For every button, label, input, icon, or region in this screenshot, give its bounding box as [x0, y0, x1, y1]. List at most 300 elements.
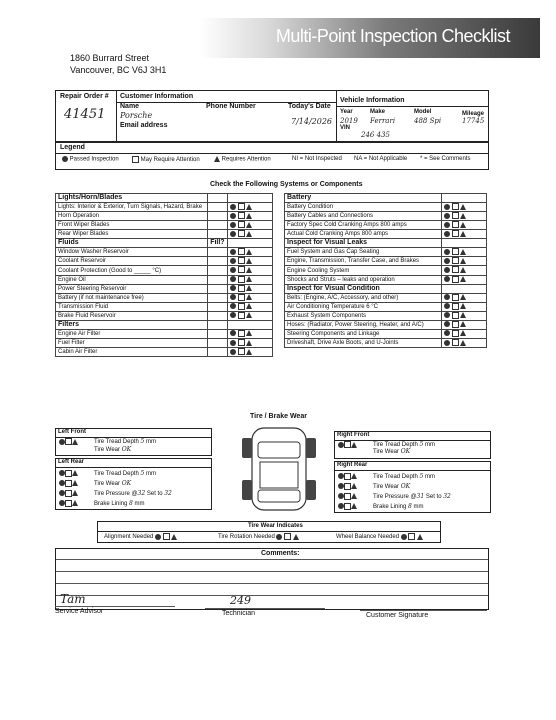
tire-status-icons: [59, 469, 78, 509]
required-triangle-icon[interactable]: [246, 213, 252, 219]
required-triangle-icon[interactable]: [460, 222, 466, 228]
fill-cell[interactable]: [208, 329, 228, 338]
required-triangle-icon[interactable]: [460, 276, 466, 282]
status-cell: [228, 284, 273, 293]
tire-box-right-front: [334, 431, 491, 459]
pass-circle-icon[interactable]: [230, 330, 236, 336]
comment-line: [56, 595, 488, 596]
tech-sig-line: [205, 608, 325, 609]
checklist-row: [285, 212, 487, 221]
pass-circle-icon[interactable]: [444, 312, 450, 318]
attention-square-icon[interactable]: [238, 221, 245, 228]
section-header: [56, 239, 273, 248]
section-header: [56, 194, 273, 203]
checklist-row: [285, 311, 487, 320]
pass-circle-icon[interactable]: [230, 303, 236, 309]
required-triangle-icon[interactable]: [460, 258, 466, 264]
section-title: Inspect for Visual Condition: [285, 284, 442, 293]
checklist-item: Battery (if not maintenance free): [56, 293, 208, 302]
mileage-label: Mileage: [462, 111, 485, 117]
wear-indicates-header: Tire Wear Indicates: [248, 523, 303, 529]
pass-circle-icon[interactable]: [444, 249, 450, 255]
required-triangle-icon[interactable]: [246, 258, 252, 264]
required-triangle-icon[interactable]: [460, 340, 466, 346]
attention-square-icon[interactable]: [238, 230, 245, 237]
check-heading: Check the Following Systems or Components: [210, 181, 363, 188]
vin-value: 246 435: [361, 131, 390, 139]
pass-circle-icon[interactable]: [444, 330, 450, 336]
alignment-text: Alignment Needed: [104, 534, 154, 541]
fill-header: Fill?: [208, 239, 228, 248]
checklist-item: Coolant Reservoir: [56, 257, 208, 266]
divider: [336, 91, 337, 141]
may-require-square-icon: [132, 156, 139, 163]
required-triangle-icon[interactable]: [246, 276, 252, 282]
attention-square-icon[interactable]: [238, 294, 245, 301]
attention-square-icon[interactable]: [163, 533, 170, 540]
title-banner: [200, 18, 540, 58]
customer-info-label: Customer Information: [120, 93, 194, 100]
required-triangle-icon[interactable]: [460, 213, 466, 219]
mileage-value: 17745: [462, 117, 485, 125]
required-triangle-icon[interactable]: [351, 483, 357, 489]
fill-cell[interactable]: [208, 266, 228, 275]
attention-square-icon[interactable]: [238, 330, 245, 337]
tread-depth-label: Tire Tread Depth: [94, 471, 139, 477]
empty-cell: [442, 194, 487, 203]
attention-square-icon[interactable]: [344, 483, 351, 490]
comments-box[interactable]: [55, 548, 489, 610]
attention-square-icon[interactable]: [452, 266, 459, 273]
checklist-row: [285, 329, 487, 338]
attention-square-icon[interactable]: [65, 490, 72, 497]
checklist-item: Exhaust System Components: [285, 311, 442, 320]
attention-square-icon[interactable]: [238, 303, 245, 310]
required-triangle-icon[interactable]: [72, 490, 78, 496]
required-triangle-icon[interactable]: [246, 303, 252, 309]
checklist-row: [56, 257, 273, 266]
required-triangle-icon[interactable]: [72, 439, 78, 445]
fill-cell[interactable]: [208, 284, 228, 293]
year-label: Year: [340, 109, 353, 115]
checklist-item: Air Conditioning Temperature 6 °C: [285, 302, 442, 311]
tire-wear-value[interactable]: OK: [400, 448, 411, 455]
tread-depth-value[interactable]: 5: [140, 470, 145, 477]
legend-requires: [214, 156, 271, 163]
required-triangle-icon[interactable]: [72, 470, 78, 476]
attention-square-icon[interactable]: [238, 248, 245, 255]
checklist-row: [56, 203, 273, 212]
wear-indicates-box: [97, 521, 441, 543]
brake-lining-value[interactable]: 8: [129, 500, 133, 507]
right-checklist: [284, 193, 487, 348]
pass-circle-icon[interactable]: [444, 276, 450, 282]
checklist-row: [56, 348, 273, 357]
attention-square-icon[interactable]: [65, 500, 72, 507]
attention-square-icon[interactable]: [452, 339, 459, 346]
tire-wear-value[interactable]: OK: [121, 446, 132, 453]
status-cell: [442, 329, 487, 338]
tire-box-label: Right Front: [337, 432, 370, 438]
pass-circle-icon[interactable]: [230, 267, 236, 273]
tread-depth-value[interactable]: 5: [419, 473, 424, 480]
pass-circle-icon[interactable]: [230, 222, 236, 228]
fill-cell[interactable]: [208, 311, 228, 320]
checklist-item: Cabin Air Filter: [56, 348, 208, 357]
pass-circle-icon[interactable]: [230, 258, 236, 264]
required-triangle-icon[interactable]: [460, 294, 466, 300]
attention-square-icon[interactable]: [238, 348, 245, 355]
mm-unit: mm: [413, 504, 424, 510]
tire-rows: [373, 472, 451, 512]
checklist-item: Lights: Interior & Exterior, Turn Signals, Hazard, Brake: [56, 203, 208, 212]
fill-cell[interactable]: [208, 257, 228, 266]
required-triangle-icon[interactable]: [351, 473, 357, 479]
fill-cell[interactable]: [208, 275, 228, 284]
status-cell: [442, 248, 487, 257]
model-value: 488 Spi: [414, 117, 442, 125]
tire-wear-row: [94, 479, 172, 489]
checklist-row: [56, 339, 273, 348]
checklist-row: [285, 221, 487, 230]
divider: [56, 467, 211, 468]
address-line-1: 1860 Burrard Street: [70, 53, 150, 63]
date-label: Today's Date: [288, 103, 331, 110]
tire-box-left-front: [55, 428, 212, 456]
required-triangle-icon[interactable]: [460, 249, 466, 255]
fill-cell[interactable]: [208, 230, 228, 239]
checklist-row: [56, 221, 273, 230]
required-triangle-icon[interactable]: [246, 330, 252, 336]
tire-wear-label: Tire Wear: [373, 449, 400, 455]
required-triangle-icon[interactable]: [72, 480, 78, 486]
status-cell: [442, 221, 487, 230]
required-triangle-icon[interactable]: [293, 534, 299, 540]
tire-wear-label: Tire Wear: [94, 481, 121, 487]
empty-cell: [208, 320, 228, 329]
set-to-label: Set to: [425, 494, 442, 500]
required-triangle-icon[interactable]: [460, 330, 466, 336]
attention-square-icon[interactable]: [344, 441, 351, 448]
tire-box-right-rear: [334, 461, 491, 513]
pass-circle-icon[interactable]: [444, 213, 450, 219]
checklist-item: Horn Operation: [56, 212, 208, 221]
empty-cell: [228, 320, 273, 329]
checklist-item: Brake Fluid Reservoir: [56, 311, 208, 320]
divider: [56, 153, 488, 154]
pass-circle-icon[interactable]: [230, 312, 236, 318]
pass-circle-icon[interactable]: [444, 222, 450, 228]
date-value: 7/14/2026: [291, 117, 333, 126]
dealer-address: [70, 52, 166, 76]
status-cell: [442, 230, 487, 239]
attention-square-icon[interactable]: [238, 257, 245, 264]
pass-circle-icon[interactable]: [230, 349, 236, 355]
required-triangle-icon[interactable]: [417, 534, 423, 540]
required-triangle-icon[interactable]: [246, 340, 252, 346]
fill-cell[interactable]: [208, 248, 228, 257]
required-triangle-icon[interactable]: [246, 312, 252, 318]
mm-unit: mm: [424, 442, 435, 448]
fill-cell[interactable]: [208, 212, 228, 221]
status-cell: [228, 302, 273, 311]
status-cell: [228, 221, 273, 230]
tire-pressure-value[interactable]: 32: [137, 490, 146, 497]
status-cell: [228, 248, 273, 257]
status-cell: [228, 275, 273, 284]
tread-depth-label: Tire Tread Depth: [373, 442, 418, 448]
tire-wear-row: [94, 446, 131, 454]
pass-circle-icon[interactable]: [230, 340, 236, 346]
required-triangle-icon[interactable]: [246, 285, 252, 291]
attention-square-icon[interactable]: [65, 438, 72, 445]
tire-status-icons: [59, 438, 78, 446]
mm-unit: mm: [145, 439, 156, 445]
checklist-row: [285, 339, 487, 348]
status-cell: [442, 212, 487, 221]
tire-pressure-label: Tire Pressure @: [373, 494, 417, 500]
required-triangle-icon[interactable]: [171, 534, 177, 540]
section-header: [285, 239, 487, 248]
pass-circle-icon[interactable]: [230, 294, 236, 300]
required-triangle-icon[interactable]: [246, 294, 252, 300]
status-cell: [228, 230, 273, 239]
section-title: Battery: [285, 194, 442, 203]
required-triangle-icon[interactable]: [460, 204, 466, 210]
tire-pressure-label: Tire Pressure @: [94, 491, 138, 497]
tread-depth-label: Tire Tread Depth: [373, 474, 418, 480]
required-triangle-icon[interactable]: [246, 204, 252, 210]
pass-circle-icon[interactable]: [230, 249, 236, 255]
checklist-item: Engine, Transmission, Transfer Case, and Brakes: [285, 257, 442, 266]
tire-heading: Tire / Brake Wear: [250, 413, 307, 420]
tire-wear-value[interactable]: OK: [121, 480, 132, 487]
order-info-box: [55, 90, 489, 142]
checklist-row: [56, 212, 273, 221]
vin-label: VIN: [340, 125, 351, 131]
attention-square-icon[interactable]: [452, 203, 459, 210]
checklist-item: Driveshaft, Drive Axle Boots, and U-Joints: [285, 339, 442, 348]
page-title: Multi-Point Inspection Checklist: [275, 26, 510, 46]
checklist-item: Hoses: (Radiator, Power Steering, Heater, and A/C): [285, 320, 442, 329]
required-triangle-icon[interactable]: [246, 222, 252, 228]
empty-cell: [228, 239, 273, 248]
set-to-value[interactable]: 32: [443, 493, 451, 500]
checklist-row: [285, 302, 487, 311]
section-title: Fluids: [56, 239, 208, 248]
legend-box: [55, 142, 489, 170]
attention-square-icon[interactable]: [238, 266, 245, 273]
brake-lining-label: Brake Lining: [94, 501, 128, 507]
pass-circle-icon[interactable]: [444, 267, 450, 273]
fill-cell[interactable]: [208, 221, 228, 230]
tread-depth-value[interactable]: 5: [140, 438, 145, 445]
attention-square-icon[interactable]: [452, 248, 459, 255]
brake-lining-label: Brake Lining: [373, 504, 407, 510]
pass-circle-icon[interactable]: [444, 204, 450, 210]
fill-cell[interactable]: [208, 302, 228, 311]
required-triangle-icon[interactable]: [246, 249, 252, 255]
checklist-item: Rear Wiper Blades: [56, 230, 208, 239]
checklist-row: [285, 230, 487, 239]
required-triangle-icon[interactable]: [246, 231, 252, 237]
tire-wear-row: [373, 482, 451, 492]
section-header: [56, 320, 273, 329]
rotation-text: Tire Rotation Needed: [218, 534, 275, 541]
attention-square-icon[interactable]: [452, 321, 459, 328]
status-cell: [442, 257, 487, 266]
comments-label: Comments:: [261, 550, 300, 557]
legend-see: * = See Comments: [420, 156, 471, 162]
alignment-needed: [104, 533, 177, 540]
required-triangle-icon[interactable]: [460, 312, 466, 318]
pass-circle-icon[interactable]: [276, 534, 282, 540]
attention-square-icon[interactable]: [284, 533, 291, 540]
attention-square-icon[interactable]: [452, 221, 459, 228]
pass-circle-icon[interactable]: [230, 231, 236, 237]
checklist-item: Power Steering Reservoir: [56, 284, 208, 293]
tire-wear-label: Tire Wear: [373, 484, 400, 490]
status-cell: [228, 257, 273, 266]
attention-square-icon[interactable]: [344, 503, 351, 510]
attention-square-icon[interactable]: [238, 203, 245, 210]
pass-circle-icon[interactable]: [155, 534, 161, 540]
tire-box-label: Right Rear: [337, 462, 368, 468]
required-triangle-icon[interactable]: [460, 321, 466, 327]
checklist-item: Front Wiper Blades: [56, 221, 208, 230]
attention-square-icon[interactable]: [452, 276, 459, 283]
required-triangle-icon[interactable]: [351, 442, 357, 448]
attention-square-icon[interactable]: [238, 276, 245, 283]
tire-pressure-row: [373, 492, 451, 502]
required-triangle-icon[interactable]: [351, 493, 357, 499]
attention-square-icon[interactable]: [238, 285, 245, 292]
mm-unit: mm: [145, 471, 156, 477]
checklist-item: Battery Condition: [285, 203, 442, 212]
repair-order-value: 41451: [64, 107, 106, 122]
tire-wear-value[interactable]: OK: [400, 483, 411, 490]
tread-depth-value[interactable]: 5: [419, 441, 424, 448]
section-header: [285, 284, 487, 293]
divider: [116, 91, 117, 141]
attention-square-icon[interactable]: [344, 493, 351, 500]
pass-circle-icon[interactable]: [444, 258, 450, 264]
attention-square-icon[interactable]: [344, 473, 351, 480]
customer-sig-line: [360, 610, 487, 611]
attention-square-icon[interactable]: [452, 303, 459, 310]
attention-square-icon[interactable]: [65, 470, 72, 477]
fill-cell[interactable]: [208, 348, 228, 357]
checklist-row: [56, 302, 273, 311]
legend-may-require: [132, 156, 200, 163]
pass-circle-icon[interactable]: [444, 321, 450, 327]
section-title: Inspect for Visual Leaks: [285, 239, 442, 248]
divider: [335, 470, 490, 471]
tire-status-icons: [338, 472, 357, 512]
divider: [336, 106, 488, 107]
tire-pressure-value[interactable]: 31: [416, 493, 425, 500]
required-triangle-icon[interactable]: [460, 231, 466, 237]
status-cell: [228, 311, 273, 320]
attention-square-icon[interactable]: [238, 339, 245, 346]
required-triangle-icon[interactable]: [460, 267, 466, 273]
pass-circle-icon[interactable]: [444, 294, 450, 300]
repair-order-label: Repair Order #: [60, 93, 109, 100]
make-value: Ferrari: [370, 117, 396, 125]
attention-square-icon[interactable]: [452, 330, 459, 337]
tread-depth-row: [94, 438, 156, 446]
status-cell: [228, 293, 273, 302]
attention-square-icon[interactable]: [408, 533, 415, 540]
pass-circle-icon[interactable]: [230, 276, 236, 282]
required-triangle-icon[interactable]: [72, 500, 78, 506]
comment-line: [56, 559, 488, 560]
checklist-row: [56, 275, 273, 284]
checklist-row: [56, 311, 273, 320]
attention-square-icon[interactable]: [65, 480, 72, 487]
customer-label: Customer Signature: [366, 612, 429, 619]
checklist-item: Transmission Fluid: [56, 302, 208, 311]
fill-cell[interactable]: [208, 203, 228, 212]
fill-cell[interactable]: [208, 293, 228, 302]
section-header: [285, 194, 487, 203]
mm-unit: mm: [134, 501, 145, 507]
checklist-item: Fuel System and Gas Cap Seating: [285, 248, 442, 257]
checklist-row: [285, 257, 487, 266]
status-cell: [442, 311, 487, 320]
pass-circle-icon[interactable]: [444, 231, 450, 237]
attention-square-icon[interactable]: [452, 230, 459, 237]
tread-depth-row: [94, 469, 172, 479]
pass-circle-icon[interactable]: [230, 213, 236, 219]
checklist-row: [56, 293, 273, 302]
fill-cell[interactable]: [208, 339, 228, 348]
divider: [98, 531, 440, 532]
brake-lining-value[interactable]: 8: [408, 503, 412, 510]
required-triangle-icon[interactable]: [246, 349, 252, 355]
checklist-row: [285, 275, 487, 284]
pass-circle-icon[interactable]: [444, 303, 450, 309]
empty-cell: [228, 194, 273, 203]
pass-circle-icon[interactable]: [230, 285, 236, 291]
pass-circle-icon[interactable]: [230, 204, 236, 210]
brake-lining-row: [94, 499, 172, 509]
attention-square-icon[interactable]: [452, 257, 459, 264]
attention-square-icon[interactable]: [238, 312, 245, 319]
checklist-item: Engine Air Filter: [56, 329, 208, 338]
tire-box-label: Left Rear: [58, 459, 85, 465]
attention-square-icon[interactable]: [452, 212, 459, 219]
checklist-item: Engine Oil: [56, 275, 208, 284]
status-cell: [228, 266, 273, 275]
required-triangle-icon[interactable]: [460, 303, 466, 309]
required-triangle-icon[interactable]: [351, 503, 357, 509]
attention-square-icon[interactable]: [452, 294, 459, 301]
checklist-row: [56, 230, 273, 239]
tire-pressure-row: [94, 489, 172, 499]
requires-triangle-icon: [214, 156, 220, 162]
status-cell: [442, 302, 487, 311]
set-to-value[interactable]: 32: [164, 490, 172, 497]
pass-circle-icon[interactable]: [401, 534, 407, 540]
pass-circle-icon[interactable]: [444, 340, 450, 346]
required-triangle-icon[interactable]: [246, 267, 252, 273]
attention-square-icon[interactable]: [452, 312, 459, 319]
name-label: Name: [120, 103, 140, 110]
attention-square-icon[interactable]: [238, 212, 245, 219]
tire-rows: [94, 469, 172, 509]
checklist-row: [285, 248, 487, 257]
